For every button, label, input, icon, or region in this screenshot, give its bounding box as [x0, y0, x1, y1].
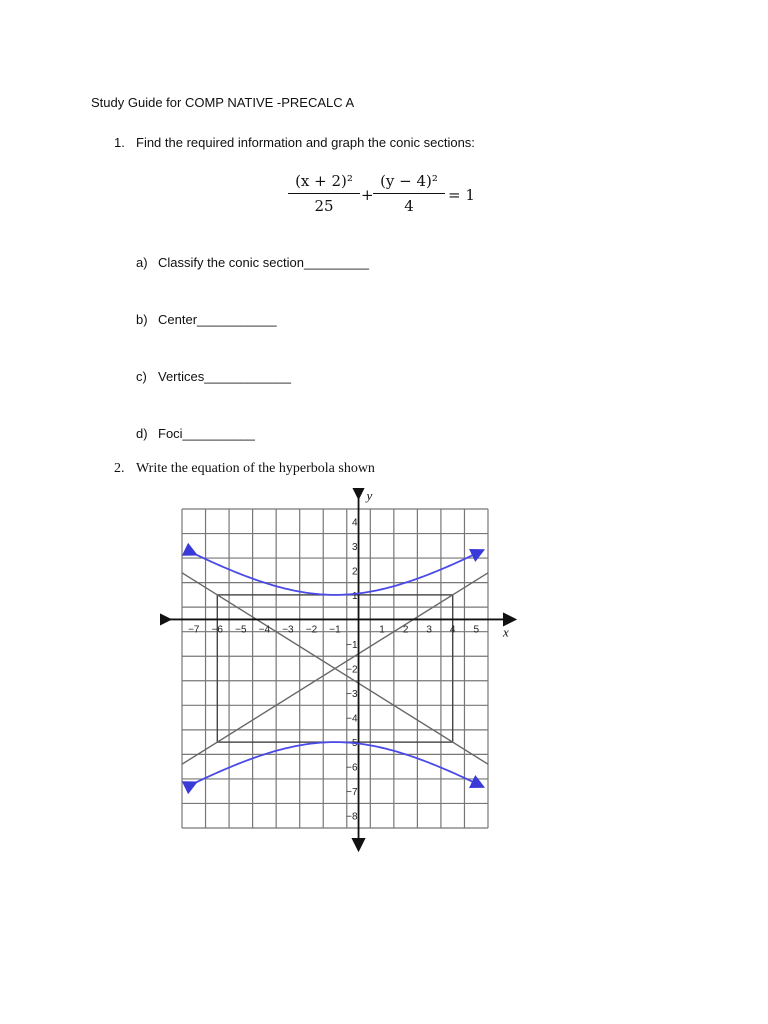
x-tick-label: −2 [305, 624, 318, 636]
x-tick-label: −7 [188, 624, 200, 636]
y-tick-label: 3 [351, 541, 358, 553]
x-tick-label: −1 [329, 624, 341, 636]
y-tick-label: −8 [346, 811, 358, 823]
question-2-number: 2. [114, 461, 125, 476]
y-tick-label: 4 [351, 517, 358, 529]
y-tick-label: −6 [346, 762, 358, 774]
asymptote-box [182, 573, 488, 764]
x-tick-label: 3 [426, 624, 432, 636]
x-tick-label: −4 [258, 624, 271, 636]
y-tick-label: 2 [351, 566, 358, 578]
x-tick-label: 1 [379, 624, 385, 636]
y-tick-label: −5 [346, 738, 358, 750]
question-2-prompt: Write the equation of the hyperbola shown [136, 461, 375, 476]
y-tick-label: −4 [346, 713, 358, 725]
x-tick-label: −5 [235, 624, 247, 636]
part-c-label: c) [136, 369, 147, 384]
x-tick-label: −3 [282, 624, 294, 636]
term2-numerator: (y − 4)² [380, 172, 438, 190]
equation-rhs: = 1 [448, 186, 475, 204]
hyperbola-graph [160, 488, 520, 853]
x-tick-label: 5 [473, 624, 480, 636]
term2-denominator: 4 [404, 197, 414, 215]
term1-numerator: (x + 2)² [295, 172, 353, 190]
y-tick-label: 1 [351, 590, 358, 602]
y-axis-label: y [366, 488, 373, 503]
y-tick-label: −7 [346, 787, 358, 799]
part-a-label: a) [136, 255, 148, 270]
term2-fraction-bar [373, 193, 445, 194]
y-tick-label: −2 [346, 664, 358, 676]
x-tick-label: −6 [211, 624, 224, 636]
y-tick-label: −1 [346, 639, 358, 651]
upper-branch [191, 552, 478, 595]
part-d-text: Foci__________ [158, 426, 255, 441]
part-c-text: Vertices____________ [158, 369, 292, 384]
question-1-number: 1. [114, 135, 125, 150]
y-tick-label: −3 [346, 689, 358, 701]
part-b-text: Center___________ [158, 312, 277, 327]
part-b-label: b) [136, 312, 148, 327]
lower-branch [191, 742, 478, 785]
term1-fraction-bar [288, 193, 360, 194]
question-1-prompt: Find the required information and graph the conic sections: [136, 135, 475, 150]
x-tick-label: 4 [449, 624, 456, 636]
x-tick-label: 2 [402, 624, 409, 636]
x-axis-label: x [503, 624, 509, 640]
part-a-text: Classify the conic section_________ [158, 255, 370, 270]
page-title: Study Guide for COMP NATIVE -PRECALC A [91, 95, 355, 110]
part-d-label: d) [136, 426, 148, 441]
term1-denominator: 25 [314, 197, 334, 215]
plus-sign: + [361, 186, 374, 204]
